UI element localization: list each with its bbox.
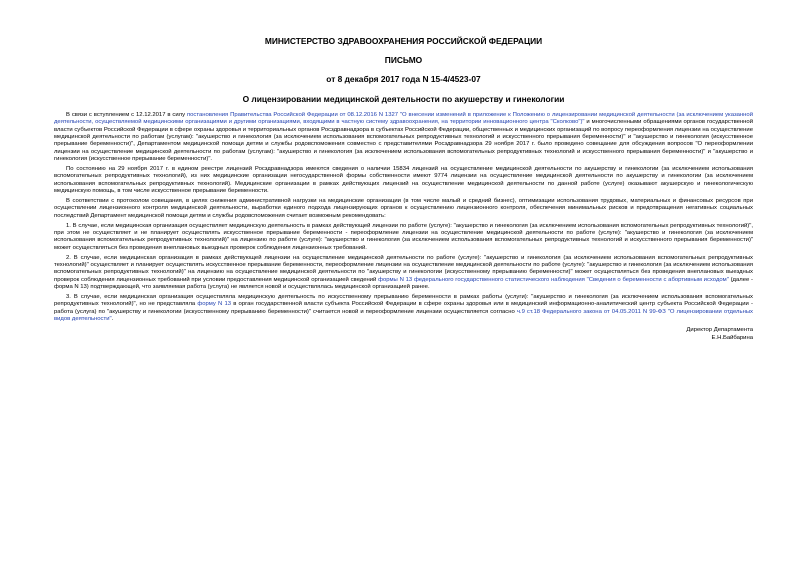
document-dateline: от 8 декабря 2017 года N 15-4/4523-07 [326, 74, 481, 84]
link-form-13[interactable]: форму N 13 [197, 301, 232, 308]
paragraph-5-text-b: (далее - форма N 13) подтверждающей, что заявляемая работа (услуга) не является новой и осуществлялась медицинской организацией ранее. [54, 276, 753, 290]
paragraph-6-text-b: в орган государственной власти субъекта Российской Федерации в сфере охраны здоровья или в медицинский информационно-аналитический центр субъекта Российской Федерации - работа (услуга) по "акушерству и гинекологии (искусственному прерыванию беременности)" считается новой и переоформление лицензии осуществляется согласно [54, 301, 753, 315]
paragraph-1 [54, 112, 753, 163]
link-federal-law-99fz[interactable]: ч.9 ст.18 Федерального закона от 04.05.2011 N 99-ФЗ "О лицензировании отдельных видов деятельности" [54, 308, 753, 322]
document-subject: О лицензировании медицинской деятельности по акушерству и гинекологии [242, 94, 565, 104]
paragraph-2: По состоянию на 29 ноября 2017 г. в едином реестре лицензий Росздравнадзора имеются сведения о наличии 15834 лицензий на осуществление медицинской деятельности по акушерству и гинекологии (за исключением использования вспомогательных репродуктивных технологий), из них медицинские организации негосударственной формы собственности имеют 9774 лицензии на осуществление медицинской деятельности по акушерству и гинекологии (за исключением использования вспомогательных репродуктивных технологий). Медицинские организации в рамках действующих лицензий на осуществление медицинской деятельности по данной работе (услуге) оказывают акушерскую и гинекологическую медицинскую помощь, в том числе искусственное прерывание беременности. [54, 166, 753, 195]
paragraph-6 [54, 294, 753, 323]
paragraph-4: 1. В случае, если медицинская организация осуществляет медицинскую деятельность в рамках действующей лицензии по работе (услуге): "акушерство и гинекология (за исключением использования вспомогательных репродуктивных технологий)", при этом не осуществляет и не планирует осуществлять искусственное прерывание беременности - переоформление лицензии на осуществление медицинской деятельности по работе (услуге): "акушерство и гинекология (за исключением использования вспомогательных репродуктивных технологий)" на лицензию по работе (услуге): "акушерство и гинекология (за исключением использования вспомогательных репродуктивных технологий и искусственного прерывания беременности)" может осуществляться без проведения внеплановых выездных проверок соблюдения лицензионных требований. [54, 222, 753, 251]
paragraph-1-text-a: В связи с вступлением с 12.12.2017 в силу [66, 112, 187, 118]
signature-name: Е.Н.Байбарина [711, 334, 753, 341]
paragraph-6-text-c: . [111, 315, 114, 322]
link-government-decree-1327[interactable]: постановления Правительства Российской Федерации от 08.12.2016 N 1327 "О внесении изменений в приложение к Положению о лицензировании медицинской деятельности (за исключением указанной деятельности, осуществляемой медицинскими организациями и другими организациями, входящими в частную систему здравоохранения, на территории инновационного центра "Сколково")" [54, 112, 753, 126]
document-kind: ПИСЬМО [384, 55, 423, 65]
signature-block [54, 327, 753, 342]
signature-position: Директор Департамента [686, 327, 753, 334]
paragraph-1-text-b: и многочисленными обращениями органов государственной власти субъектов Российской Федерации в сфере охраны здоровья и территориальных органов Росздравнадзора в субъектах Российской Федерации, общественных и медицинских организаций по вопросу переоформления лицензии на осуществление медицинской деятельности по работам (услугам): "акушерство и гинекология (за исключением использования вспомогательных репродуктивных технологий и искусственного прерывания беременности)" и "акушерство и гинекология (искусственное прерывание беременности)", Департаментом медицинской помощи детям и службы родовспоможения совместно с представителями Росздравнадзора 29 ноября 2017 г. было проведено совещание для обсуждения вопросов "О переоформлении лицензии на осуществление медицинской деятельности по работам (услугам): "акушерство и гинекология (за исключением использования вспомогательных репродуктивных технологий и искусственного прерывания беременности)" и "акушерство и гинекология (искусственное прерывание беременности)". [54, 119, 753, 163]
ministry-name: МИНИСТЕРСТВО ЗДРАВООХРАНЕНИЯ РОССИЙСКОЙ ФЕДЕРАЦИИ [264, 36, 543, 46]
paragraph-5 [54, 255, 753, 292]
paragraph-5-text-a: 2. В случае, если медицинская организация в рамках действующей лицензии на осуществление медицинской деятельности по работе (услуге): "акушерство и гинекология (за исключением использования вспомогательных репродуктивных технологий)" осуществляет и планирует осуществлять искусственное прерывание беременности, переоформление лицензии на осуществление медицинской деятельности по работе (услуге): "акушерство и гинекология (за исключением использования вспомогательных репродуктивных технологий)" на лицензию на осуществление медицинской деятельности по "акушерству и гинекологии (искусственному прерыванию беременности)" может осуществляться без проведения внеплановых выездных проверок соблюдения лицензионных требований при условии предоставления медицинской организацией сведений [54, 254, 753, 283]
link-form-13-statistics[interactable]: формы N 13 федерального государственного статистического наблюдения "Сведения о беременности с абортивным исходом" [378, 276, 729, 283]
paragraph-3: В соответствии с протоколом совещания, в целях снижения административной нагрузки на медицинские организации (в том числе малый и средний бизнес), оптимизации использования трудовых, материальных и финансовых ресурсов при осуществлении лицензионного контроля медицинской деятельности, выработки единого подхода лицензирующих органов к осуществлению лицензионного контроля, обеспечения минимальных рисков и предотвращения негативных социальных последствий Департамент медицинской помощи детям и службы родовспоможения считает возможным рекомендовать: [54, 197, 753, 219]
paragraph-6-text-a: 3. В случае, если медицинская организация осуществляла медицинскую деятельность по искусственному прерыванию беременности в рамках работы (услуги): "акушерство и гинекология (за исключением использования вспомогательных репродуктивных технологий)", но не представляла [54, 293, 753, 308]
document-body [54, 112, 753, 323]
